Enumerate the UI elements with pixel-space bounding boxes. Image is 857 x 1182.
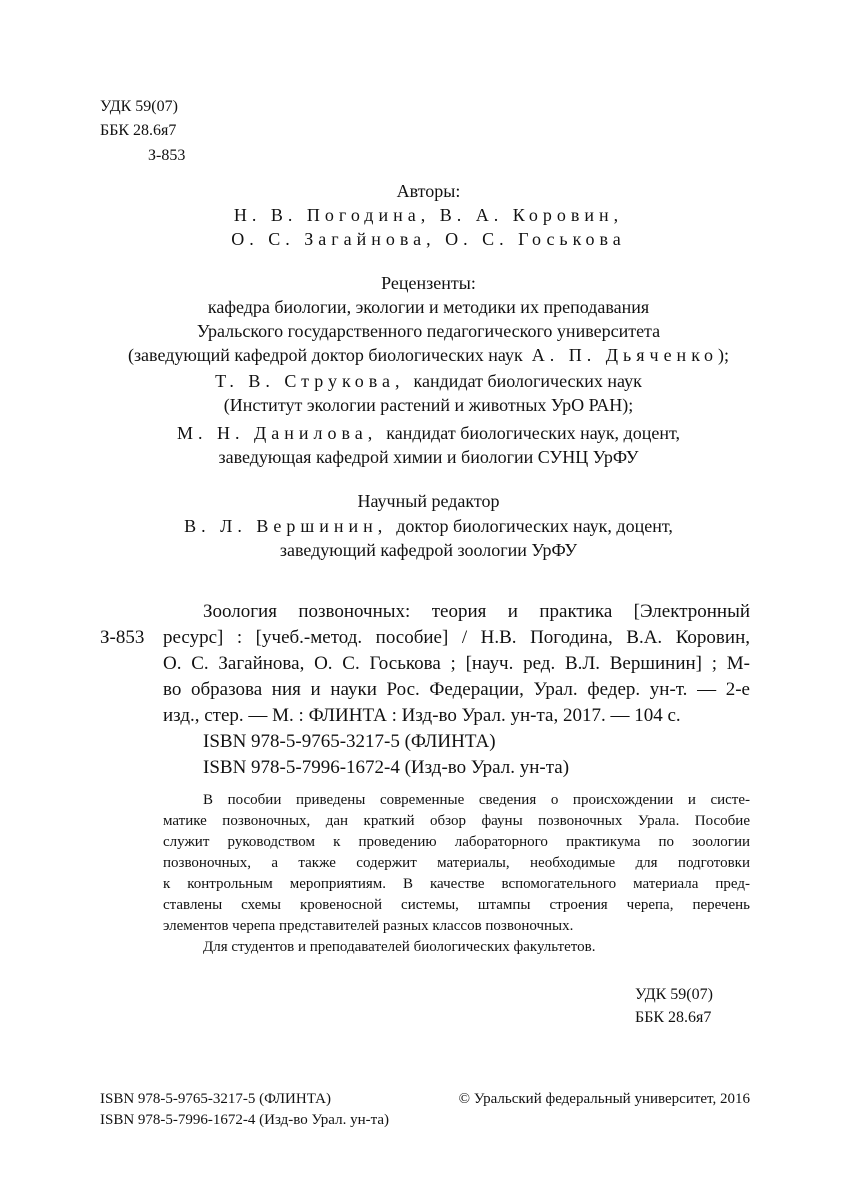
reviewer-3-degree: кандидат биологических наук, доцент, <box>386 423 680 443</box>
abstract-line: матике позвоночных, дан краткий обзор фауны позвоночных Урала. Пособие <box>163 813 750 829</box>
reviewer-3-name: М. Н. Данилова, <box>176 423 378 443</box>
bibliography-line-5: изд., стер. — М. : ФЛИНТА : Изд-во Урал. ун-та, 2017. — 104 с. <box>163 705 681 726</box>
bbk-top: ББК 28.6я7 <box>100 122 177 139</box>
reviewer-2-degree: кандидат биологических наук <box>413 371 642 391</box>
abstract-line: служит руководством к проведению лабораторного практикума по зоологии <box>163 834 750 850</box>
udk-top: УДК 59(07) <box>100 98 178 115</box>
reviewer-1-line-3 <box>0 344 857 367</box>
reviewer-1-line-2: Уральского государственного педагогического университета <box>196 321 661 341</box>
author-code-top: З-853 <box>148 147 186 164</box>
bibliography-line-1: Зоология позвоночных: теория и практика [Электронный <box>203 601 750 622</box>
udk-bottom: УДК 59(07) <box>635 986 713 1003</box>
footer-isbn-2: ISBN 978-5-7996-1672-4 (Изд-во Урал. ун-та) <box>100 1112 389 1128</box>
reviewer-2-line-1 <box>0 370 857 393</box>
editor-degree: доктор биологических наук, доцент, <box>396 516 673 536</box>
abstract-line: В пособии приведены современные сведения о происхождении и систе- <box>203 792 750 808</box>
reviewer-1-line-1: кафедра биологии, экологии и методики их преподавания <box>207 297 650 317</box>
editor-line-2: заведующий кафедрой зоологии УрФУ <box>279 540 578 560</box>
reviewer-3-line-1 <box>0 422 857 445</box>
reviewer-1-position: (заведующий кафедрой доктор биологических наук <box>127 345 523 365</box>
abstract-audience: Для студентов и преподавателей биологических факультетов. <box>203 939 596 955</box>
reviewers-heading: Рецензенты: <box>381 273 476 293</box>
bibliography-isbn-1: ISBN 978-5-9765-3217-5 (ФЛИНТА) <box>203 731 496 752</box>
abstract-line: ставлены схемы кровеносной системы, штампы строения черепа, перечень <box>163 897 750 913</box>
bibliography-isbn-2: ISBN 978-5-7996-1672-4 (Изд-во Урал. ун-та) <box>203 757 570 778</box>
reviewer-1-close: ); <box>718 345 730 365</box>
editor-heading: Научный редактор <box>357 491 500 511</box>
bibliography-line-2: ресурс] : [учеб.-метод. пособие] / Н.В. Погодина, В.А. Коровин, <box>163 627 750 648</box>
bbk-bottom: ББК 28.6я7 <box>635 1009 712 1026</box>
editor-name: В. Л. Вершинин, <box>184 516 388 536</box>
editor-line-1 <box>0 515 857 538</box>
abstract-line: позвоночных, а также содержит материалы, необходимые для подготовки <box>163 855 750 871</box>
footer-isbn-1: ISBN 978-5-9765-3217-5 (ФЛИНТА) <box>100 1091 331 1107</box>
reviewer-2-name: Т. В. Струкова, <box>215 371 405 391</box>
bibliography-line-4: во образова ния и науки Рос. Федерации, Урал. федер. ун-т. — 2-е <box>163 679 750 700</box>
bibliography-line-3: О. С. Загайнова, О. С. Госькова ; [науч. ред. В.Л. Вершинин] ; М- <box>163 653 750 674</box>
authors-line-1: Н. В. Погодина, В. А. Коровин, <box>233 205 624 225</box>
reviewer-3-line-2: заведующая кафедрой химии и биологии СУНЦ УрФУ <box>218 447 639 467</box>
abstract-line: к контрольным мероприятиям. В качестве вспомогательного материала пред- <box>163 876 750 892</box>
reviewer-1-head-name: А. П. Дьяченко <box>531 345 719 365</box>
authors-line-2: О. С. Загайнова, О. С. Госькова <box>231 229 626 249</box>
bibliography-code: З-853 <box>100 627 145 648</box>
copyright: © Уральский федеральный университет, 2016 <box>458 1091 750 1107</box>
abstract-line: элементов черепа представителей разных классов позвоночных. <box>163 918 574 934</box>
reviewer-2-line-2: (Институт экологии растений и животных УрО РАН); <box>223 395 634 415</box>
authors-heading: Авторы: <box>396 181 461 201</box>
